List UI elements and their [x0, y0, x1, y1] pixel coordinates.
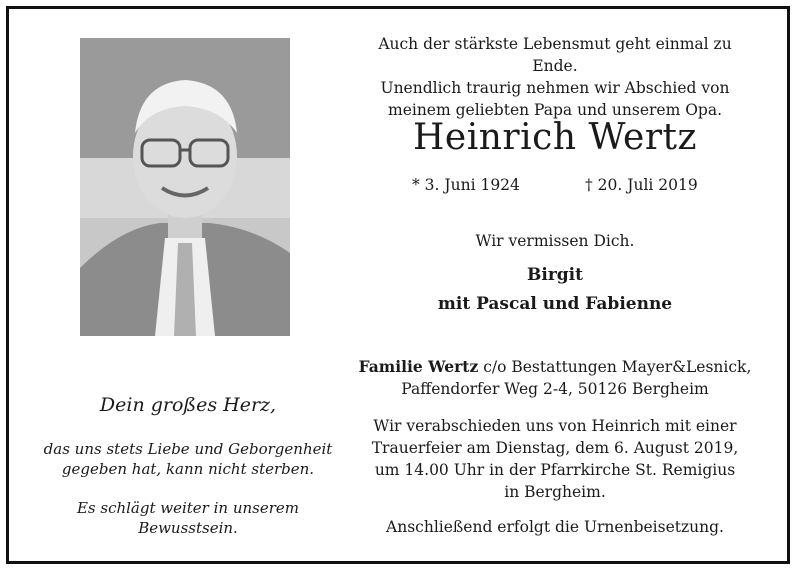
contact-street: Paffendorfer Weg 2-4, 50126 Bergheim — [401, 380, 709, 398]
deceased-name: Heinrich Wertz — [413, 117, 697, 158]
birth-date: * 3. Juni 1924 — [412, 176, 520, 194]
intro-line: meinem geliebten Papa und unserem Opa. — [388, 101, 722, 119]
poem-stanza-1 — [38, 439, 338, 479]
intro-line: Unendlich traurig nehmen wir Abschied von — [380, 79, 730, 97]
family-name-line1: Birgit — [527, 265, 583, 285]
service-details — [355, 415, 755, 503]
family-name-line2: mit Pascal und Fabienne — [437, 294, 673, 314]
death-date: † 20. Juli 2019 — [585, 176, 698, 194]
portrait-photo — [80, 38, 290, 336]
poem-line: das uns stets Liebe und Geborgenheit — [43, 440, 333, 458]
poem-title: Dein großes Herz, — [99, 394, 277, 416]
contact-funeral-home: c/o Bestattungen Mayer&Lesnick, — [478, 358, 752, 376]
urn-burial-note: Anschließend erfolgt die Urnenbeisetzung. — [386, 518, 724, 536]
poem-line: Bewusstsein. — [138, 519, 238, 537]
contact-line — [355, 356, 755, 378]
service-line: in Bergheim. — [504, 483, 606, 501]
poem-line: gegeben hat, kann nicht sterben. — [61, 460, 315, 478]
miss-you-text: Wir vermissen Dich. — [475, 232, 635, 250]
intro-text — [355, 33, 755, 121]
intro-line: Auch der stärkste Lebensmut geht einmal zu Ende. — [378, 35, 732, 75]
poem-line: Es schlägt weiter in unserem — [76, 499, 300, 517]
contact-family: Familie Wertz — [358, 357, 479, 376]
service-line: um 14.00 Uhr in der Pfarrkirche St. Remigius — [374, 461, 736, 479]
service-line: Wir verabschieden uns von Heinrich mit einer — [373, 417, 737, 435]
poem-stanza-2 — [38, 498, 338, 538]
contact-address — [355, 356, 755, 400]
service-line: Trauerfeier am Dienstag, dem 6. August 2019, — [371, 439, 739, 457]
